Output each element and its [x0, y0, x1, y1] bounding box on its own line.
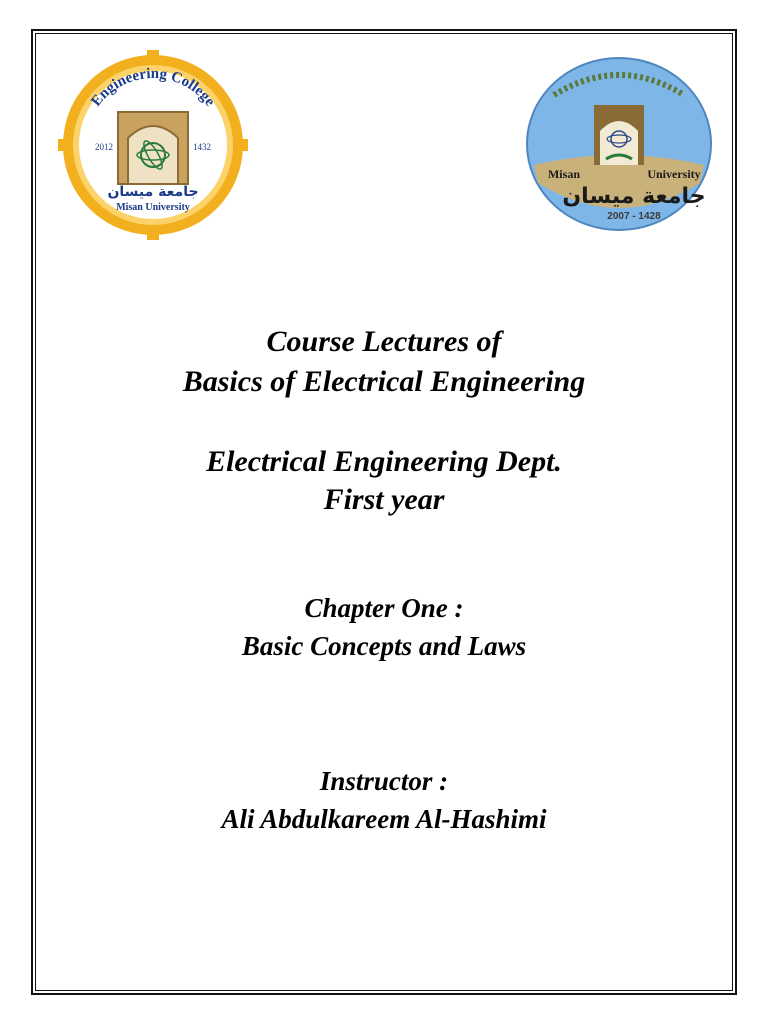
- engineering-college-logo: [58, 50, 248, 240]
- course-title-line1: Course Lectures of: [266, 325, 502, 358]
- logo-left-ring-text: Engineering College: [88, 65, 218, 110]
- department-name: Electrical Engineering Dept.: [206, 445, 562, 478]
- logo-left-year-left: 2012: [95, 142, 113, 152]
- chapter-block: [36, 589, 732, 665]
- logo-left-arabic-name: جامعة ميسان: [107, 184, 199, 200]
- instructor-block: [36, 762, 732, 838]
- logo-left-english-name: Misan University: [116, 202, 190, 213]
- department-block: [36, 443, 732, 519]
- logo-left-year-right: 1432: [193, 142, 211, 152]
- misan-university-logo: [524, 55, 714, 233]
- study-year: First year: [323, 483, 445, 516]
- instructor-name: Ali Abdulkareem Al-Hashimi: [221, 804, 547, 834]
- logo-right-arabic-name: جامعة ميسان: [562, 184, 706, 209]
- logo-right-name-left: Misan: [547, 167, 581, 181]
- chapter-number: Chapter One :: [304, 593, 464, 623]
- instructor-label: Instructor :: [319, 766, 449, 796]
- arch-building-icon: [118, 112, 188, 184]
- chapter-title: Basic Concepts and Laws: [241, 631, 527, 661]
- logo-right-years: 2007 - 1428: [607, 211, 661, 222]
- course-title-line2: Basics of Electrical Engineering: [182, 365, 586, 398]
- logo-right-name-right: University: [647, 167, 701, 181]
- course-title: [36, 322, 732, 402]
